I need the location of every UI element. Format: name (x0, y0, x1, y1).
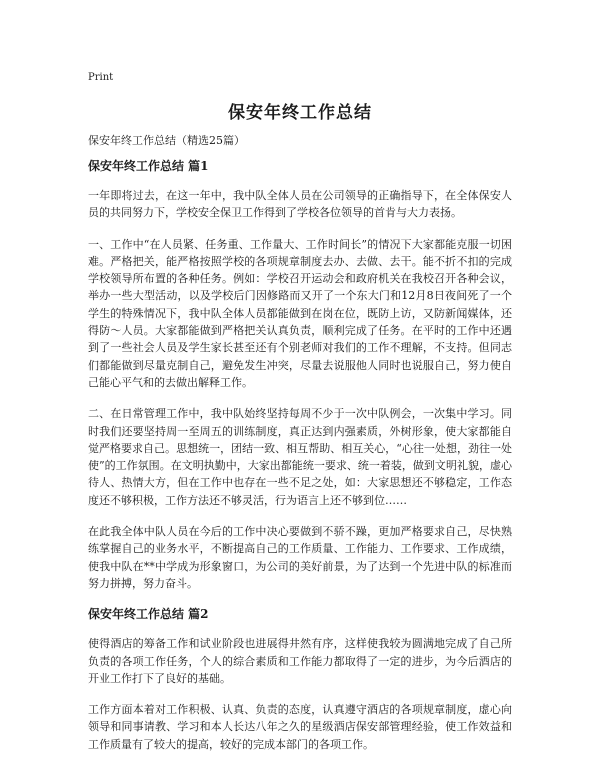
print-link[interactable]: Print (88, 72, 114, 83)
section-heading-2: 保安年终工作总结 篇2 (88, 607, 209, 622)
paragraph: 一年即将过去，在这一年中，我中队全体人员在公司领导的正确指导下，在全体保安人员的共同努力下，学校安全保卫工作得到了学校各位领导的首肯与大力表扬。 (88, 189, 512, 220)
paragraph: 使得酒店的筹备工作和试业阶段也进展得井然有序，这样使我较为圆满地完成了自己所负责的各项工作任务，个人的综合素质和工作能力都取得了一定的进步，为今后酒店的开业工作打下了良好的基础。 (88, 637, 512, 685)
paragraph: 一、工作中“在人员紧、任务重、工作量大、工作时间长”的情况下大家都能克服一切困难。严格把关，能严格按照学校的各项规章制度去办、去做、去干。能不折不扣的完成学校领导所布置的各种任务。例如：学校召开运动会和政府机关在我校召开各种会议，举办一些大型活动，以及学校后门因修路而又开了一个东大门和12月8日夜间死了一个学生的特殊情况下，我中队全体人员都能做到在岗在位，既防上访，又防新闻媒体，还得防～人员。大家都能做到严格把关认真负责，顺利完成了任务。在平时的工作中还遇到了一些社会人员及学生家长甚至还有个别老师对我们的工作不理解，不支持。但同志们都能做到尽量克制自己，避免发生冲突，尽量去说服他人同时也说服自己，努力使自己能心平气和的去做出解释工作。 (88, 237, 512, 389)
section-heading-1: 保安年终工作总结 篇1 (88, 159, 209, 173)
document-subtitle: 保安年终工作总结（精选25篇） (88, 134, 245, 147)
page-title: 保安年终工作总结 (228, 103, 372, 123)
paragraph: 在此我全体中队人员在今后的工作中决心要做到不骄不躁，更加严格要求自己，尽快熟练掌握自己的业务水平，不断提高自己的工作质量、工作能力、工作要求、工作成绩，使我中队在**中学成为形象窗口，为公司的美好前景，为了达到一个先进中队的标准而努力拼搏，努力奋斗。 (88, 525, 512, 590)
paragraph: 工作方面本着对工作积极、认真、负责的态度，认真遵守酒店的各项规章制度，虚心向领导和同事请教、学习和本人长达八年之久的星级酒店保安部管理经验，使工作效益和工作质量有了较大的提高，较好的完成本部门的各项工作。 (88, 703, 512, 751)
document-body (88, 158, 512, 767)
paragraph: 二、在日常管理工作中，我中队始终坚持每周不少于一次中队例会，一次集中学习。同时我们还要坚持周一至周五的训练制度，真正达到内强素质，外树形象，使大家都能自觉严格要求自己。思想统一，团结一致、相互帮助、相互关心，“心往一处想，劲往一处使”的工作氛围。在文明执勤中，大家出都能统一要求、统一着装，做到文明礼貌，虚心待人、热情大方，但在工作中也存在一些不足之处，如：大家思想还不够稳定，工作态度还不够积极，工作方法还不够灵活，行为语言上还不够到位…… (88, 407, 512, 507)
